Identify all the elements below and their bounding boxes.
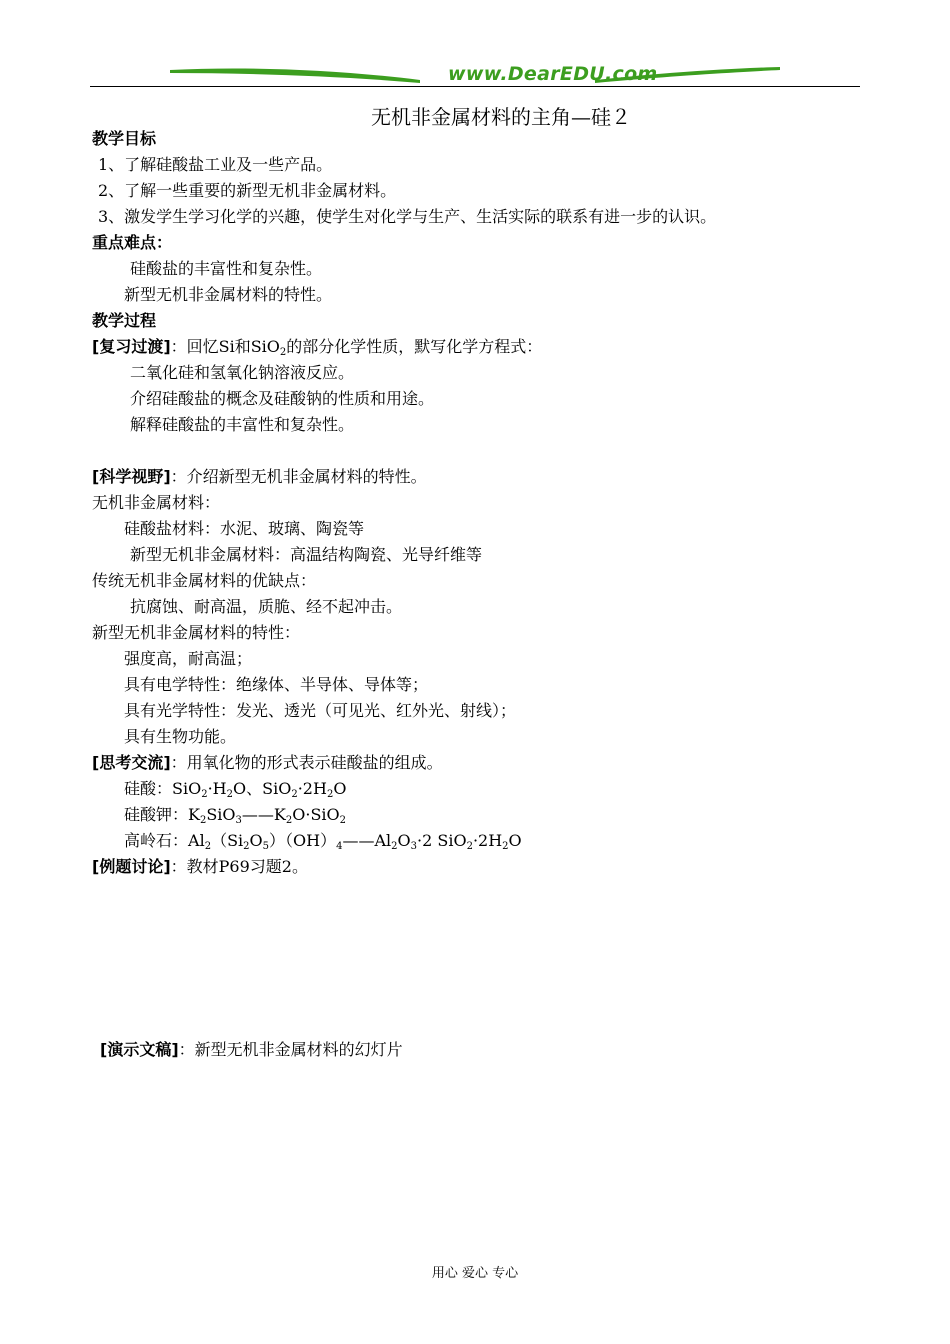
- formula-silicic-acid: 硅酸：$SiO_2\cdot H_2O$、$SiO_2\cdot 2H_2O$: [124, 779, 347, 800]
- science-item: 具有电学特性：绝缘体、半导体、导体等；: [124, 675, 429, 694]
- page-footer: 用心 爱心 专心: [431, 1266, 519, 1281]
- example-line: [例题讨论]：教材P69习题2。: [92, 857, 308, 876]
- key-points-heading: 重点难点：: [92, 233, 173, 252]
- review-tag: [复习过渡]: [92, 337, 171, 356]
- review-item: 介绍硅酸盐的概念及硅酸钠的性质和用途。: [130, 389, 435, 408]
- science-item: 硅酸盐材料：水泥、玻璃、陶瓷等: [124, 519, 365, 538]
- review-item: 解释硅酸盐的丰富性和复杂性。: [130, 415, 355, 434]
- think-line: [思考交流]：用氧化物的形式表示硅酸盐的组成。: [92, 753, 443, 772]
- science-line: [科学视野]：介绍新型无机非金属材料的特性。: [92, 467, 427, 486]
- review-item: 二氧化硅和氢氧化钠溶液反应。: [130, 363, 355, 382]
- objective-item: 3、激发学生学习化学的兴趣，使学生对化学与生产、生活实际的联系有进一步的认识。: [98, 207, 717, 226]
- key-point-item: 硅酸盐的丰富性和复杂性。: [130, 259, 323, 278]
- science-item: 无机非金属材料：: [92, 493, 221, 512]
- science-item: 抗腐蚀、耐高温，质脆、经不起冲击。: [130, 597, 403, 616]
- site-url: www.DearEDU.com: [448, 63, 658, 85]
- slides-line: [演示文稿]：新型无机非金属材料的幻灯片: [100, 1040, 403, 1059]
- science-item: 强度高，耐高温；: [124, 649, 253, 668]
- think-tag: [思考交流]: [92, 753, 171, 772]
- slides-tag: [演示文稿]: [100, 1040, 179, 1059]
- document-title: 无机非金属材料的主角—硅２: [371, 105, 631, 129]
- objectives-heading: 教学目标: [92, 129, 157, 148]
- objective-item: 1、了解硅酸盐工业及一些产品。: [98, 155, 333, 174]
- science-item: 具有生物功能。: [124, 727, 237, 746]
- process-heading: 教学过程: [92, 311, 157, 330]
- science-item: 传统无机非金属材料的优缺点：: [92, 571, 317, 590]
- science-item: 具有光学特性：发光、透光（可见光、红外光、射线）；: [124, 701, 517, 720]
- example-tag: [例题讨论]: [92, 857, 171, 876]
- header-rule: [90, 86, 860, 87]
- key-point-item: 新型无机非金属材料的特性。: [124, 285, 333, 304]
- science-item: 新型无机非金属材料：高温结构陶瓷、光导纤维等: [130, 545, 483, 564]
- formula-kaolinite: 高岭石：$Al_2(Si_2O_5)(OH)_4——Al_2O_3\cdot 2$ $SiO_2\cdot 2H_2O$: [124, 831, 522, 852]
- science-item: 新型无机非金属材料的特性：: [92, 623, 301, 642]
- formula-potassium-silicate: 硅酸钾：$K_2SiO_3——K_2O\cdot SiO_2$: [124, 805, 347, 826]
- objective-item: 2、了解一些重要的新型无机非金属材料。: [98, 181, 397, 200]
- science-tag: [科学视野]: [92, 467, 171, 486]
- review-line: [复习过渡]：回忆Si和SiO$_2$的部分化学性质，默写化学方程式：: [92, 337, 543, 358]
